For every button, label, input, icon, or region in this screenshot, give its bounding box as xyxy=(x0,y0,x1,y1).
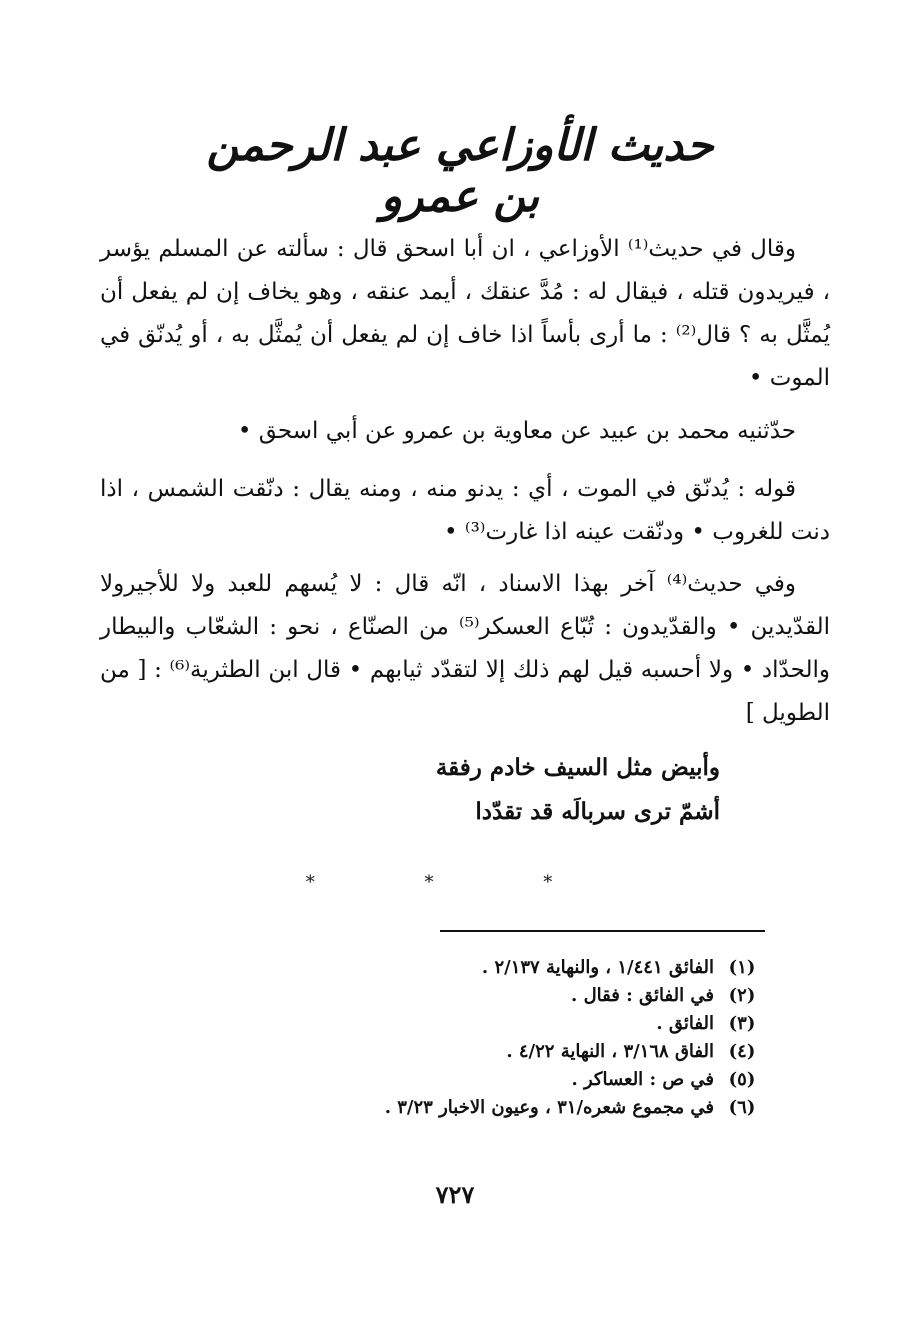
footnote xyxy=(280,1094,770,1122)
footnote xyxy=(280,982,770,1010)
chapter-title: حديث الأوزاعي عبد الرحمن بن عمرو xyxy=(206,120,714,222)
paragraph-1-block xyxy=(100,228,830,400)
footnote xyxy=(280,954,770,982)
footnote-number: (٣) xyxy=(728,1013,756,1034)
footnote-text: الفائق ١/٤٤١ ، والنهاية ٢/١٣٧ . xyxy=(481,957,714,978)
footnote-text: في ص : العساكر . xyxy=(571,1069,714,1090)
verse-line-1: وأبيض مثل السيف خادم رفقة xyxy=(435,754,720,781)
footnote-text: الفاق ٣/١٦٨ ، النهاية ٤/٢٢ . xyxy=(506,1041,714,1062)
section-separator: * * * xyxy=(305,872,605,893)
footnote-text: في مجموع شعره/٣١ ، وعيون الاخبار ٣/٢٣ . xyxy=(384,1097,714,1118)
footnote xyxy=(280,1010,770,1038)
footnote xyxy=(280,1038,770,1066)
footnote-text: الفائق . xyxy=(656,1013,714,1034)
paragraph: وقال في حديث⁽¹⁾ الأوزاعي ، ان أبا اسحق قال : سألته عن المسلم يؤسر ، فيريدون قتله ، فيقال له : مُدَّ عنقك ، أيمد عنقه ، وهو يخاف إن لم يفعل أن يُمثَّل به ؟ قال⁽²⁾ : ما أرى بأساً اذا خاف إن لم يفعل أن يُمثَّل به ، أو يُدنّق في الموت • xyxy=(100,236,831,391)
paragraph-2-block xyxy=(100,410,830,453)
footnotes xyxy=(280,954,770,1122)
footnote-number: (٦) xyxy=(728,1097,756,1118)
footnote-rule xyxy=(440,930,765,932)
paragraph-3-block xyxy=(100,468,830,554)
footnote-number: (٥) xyxy=(728,1069,756,1090)
page-number: ٧٢٧ xyxy=(435,1180,475,1209)
footnote xyxy=(280,1066,770,1094)
footnote-number: (٤) xyxy=(728,1041,756,1062)
paragraph-4-block xyxy=(100,563,830,735)
paragraph: قوله : يُدنّق في الموت ، أي : يدنو منه ، ومنه يقال : دنّقت الشمس ، اذا دنت للغروب • ودنّقت عينه اذا غارت⁽³⁾ • xyxy=(100,476,830,545)
paragraph: وفي حديث⁽⁴⁾ آخر بهذا الاسناد ، انّه قال : لا يُسهم للعبد ولا للأجيرولا القدّيدين • والقدّيدون : تُبّاع العسكر⁽⁵⁾ من الصنّاع ، نحو : الشعّاب والبيطار والحدّاد • ولا أحسبه قيل لهم ذلك إلا لتقدّد ثيابهم • قال ابن الطثرية⁽⁶⁾ : [ من الطويل ] xyxy=(100,571,831,726)
footnote-number: (١) xyxy=(728,957,756,978)
footnote-text: في الفائق : فقال . xyxy=(571,985,714,1006)
verse-line-2: أشمّ ترى سربالَه قد تقدّدا xyxy=(475,798,720,825)
paragraph: حدّثنيه محمد بن عبيد عن معاوية بن عمرو عن أبي اسحق • xyxy=(237,418,796,444)
footnote-number: (٢) xyxy=(728,985,756,1006)
